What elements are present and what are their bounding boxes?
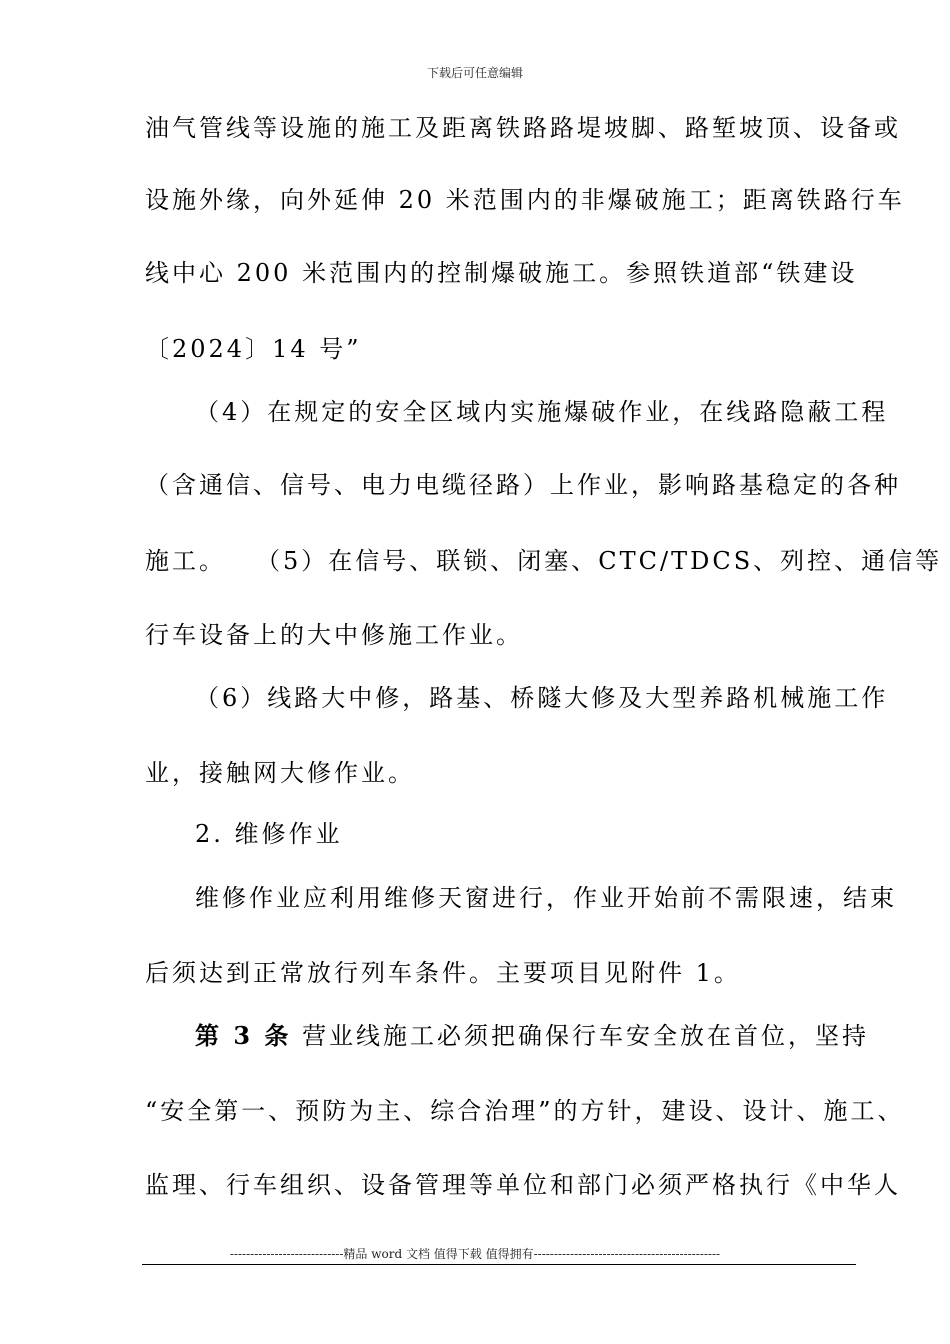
article-3-line [195,1020,869,1052]
body-line-13: 后须达到正常放行列车条件。主要项目见附件 1。 [145,959,741,987]
body-line-10: 业，接触网大修作业。 [145,759,415,787]
body-line-2: 设施外缘，向外延伸 20 米范围内的非爆破施工；距离铁路行车 [145,186,905,214]
footer-rule [142,1264,856,1265]
body-line-4: 〔2024〕14 号” [145,335,362,363]
section-heading-maintenance: 2. 维修作业 [195,820,343,848]
page-footer: ----------------------------精品 word 文档 值得下载 值得拥有---------------------------------------------- [229,1247,721,1261]
body-line-3: 线中心 200 米范围内的控制爆破施工。参照铁道部“铁建设 [145,259,858,287]
body-line-5: （4）在规定的安全区域内实施爆破作业，在线路隐蔽工程 [195,398,889,426]
body-line-7: 施工。 （5）在信号、联锁、闭塞、CTC/TDCS、列控、通信等 [145,547,943,575]
article-label: 第 3 条 [195,1021,292,1050]
body-line-9: （6）线路大中修，路基、桥隧大修及大型养路机械施工作 [195,684,889,712]
body-line-1: 油气管线等设施的施工及距离铁路路堤坡脚、路堑坡顶、设备或 [145,114,901,142]
article-3-text: 营业线施工必须把确保行车安全放在首位，坚持 [302,1022,870,1050]
body-line-15: “安全第一、预防为主、综合治理”的方针，建设、设计、施工、 [145,1097,905,1125]
body-line-8: 行车设备上的大中修施工作业。 [145,621,523,649]
body-line-16: 监理、行车组织、设备管理等单位和部门必须严格执行《中华人 [145,1171,901,1199]
page-header: 下载后可任意编辑 [426,66,523,80]
body-line-12: 维修作业应利用维修天窗进行，作业开始前不需限速，结束 [195,884,897,912]
body-line-6: （含通信、信号、电力电缆径路）上作业，影响路基稳定的各种 [145,471,901,499]
